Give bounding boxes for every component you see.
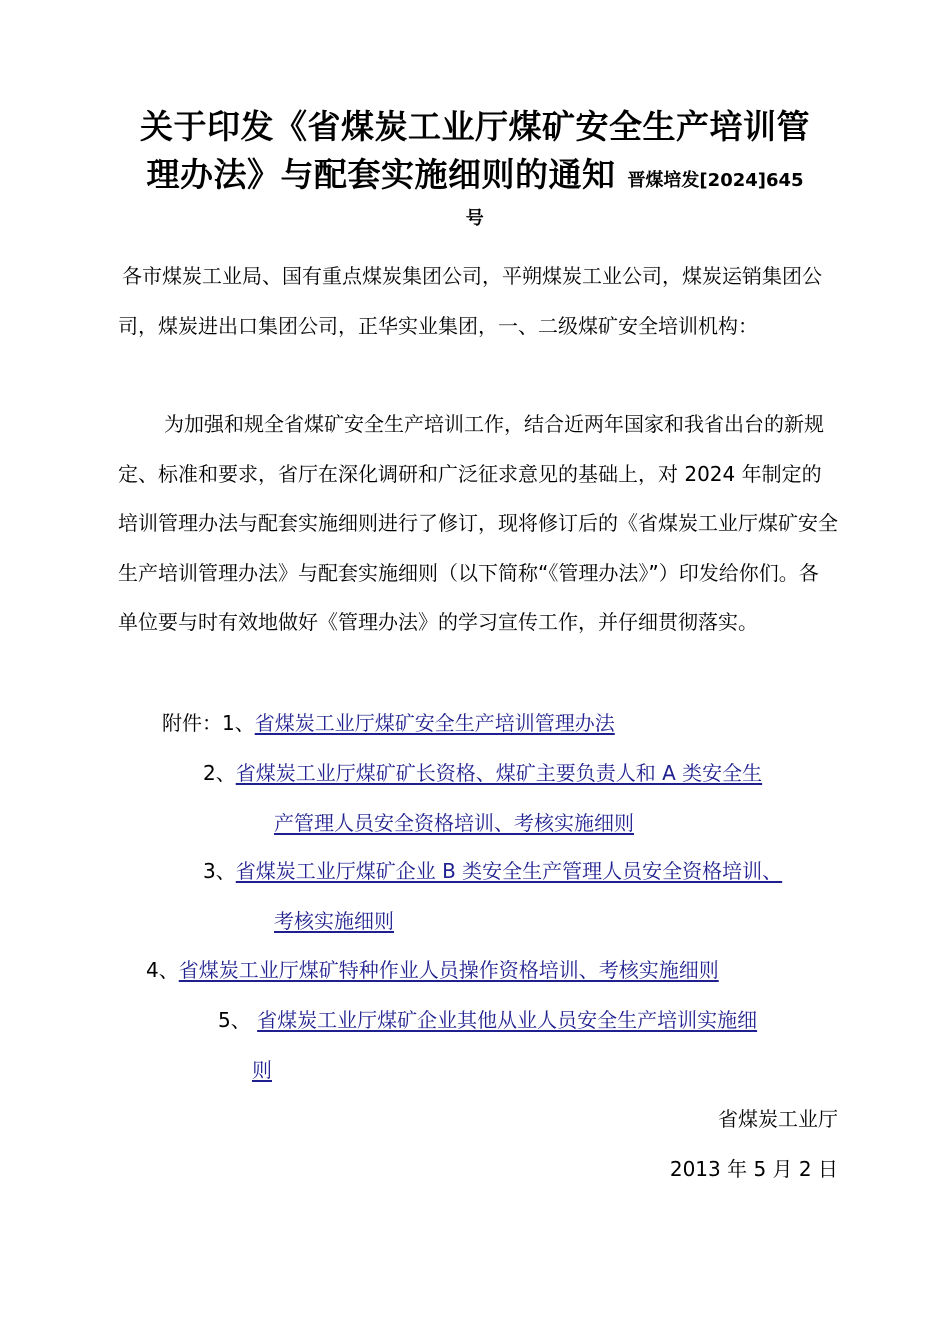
document-number: 晋煤培发[2024]645 — [627, 170, 804, 191]
document-title — [110, 103, 840, 229]
signature: 省煤炭工业厅 — [718, 1107, 838, 1131]
document-date: 2013 年 5 月 2 日 — [669, 1157, 838, 1181]
salutation: 各市煤炭工业局、国有重点煤炭集团公司，平朔煤炭工业公司，煤炭运销集团公司，煤炭进出口集团公司，正华实业集团，一、二级煤矿安全培训机构： — [118, 264, 822, 338]
attachment-link-5-cont[interactable]: 则 — [252, 1057, 272, 1082]
attachment-number: 1、 — [222, 711, 255, 735]
attachment-link-3[interactable]: 省煤炭工业厅煤矿企业 B 类安全生产管理人员安全资格培训、 — [235, 859, 783, 883]
attachment-link-2-cont[interactable]: 产管理人员安全资格培训、考核实施细则 — [274, 810, 634, 835]
attachment-item-5 — [218, 996, 828, 1095]
attachment-link-2[interactable]: 省煤炭工业厅煤矿矿长资格、煤矿主要负责人和 A 类安全生 — [235, 761, 763, 785]
attachment-link-5[interactable]: 省煤炭工业厅煤矿企业其他从业人员安全生产培训实施细 — [257, 1008, 758, 1032]
attachment-item-4 — [146, 946, 846, 996]
attachment-number: 5、 — [218, 1008, 251, 1032]
attachment-item-2 — [203, 749, 833, 848]
attachments-label: 附件： — [162, 711, 222, 735]
attachment-item-3 — [203, 847, 853, 946]
attachment-number: 4、 — [146, 958, 179, 982]
title-line-1: 关于印发《省煤炭工业厅煤矿安全生产培训管 — [140, 107, 810, 146]
attachment-number: 2、 — [203, 761, 236, 785]
body-paragraph: 为加强和规全省煤矿安全生产培训工作，结合近两年国家和我省出台的新规定、标准和要求，省厅在深化调研和广泛征求意见的基础上，对 2024 年制定的培训管理办法与配套实施细则进行了修订，现将修订后的《省煤炭工业厅煤矿安全生产培训管理办法》与配套实施细则（以下简称“《管理办法》”）印发给你们。各单位要与时有效地做好《管理办法》的学习宣传工作，并仔细贯彻落实。 — [118, 412, 838, 634]
attachment-link-1[interactable]: 省煤炭工业厅煤矿安全生产培训管理办法 — [254, 711, 615, 735]
attachment-number: 3、 — [203, 859, 236, 883]
title-line-2: 理办法》与配套实施细则的通知 — [146, 155, 616, 194]
attachment-link-3-cont[interactable]: 考核实施细则 — [274, 908, 394, 933]
attachment-item-1 — [162, 699, 842, 749]
document-number-tail: 号 — [465, 208, 485, 229]
attachment-link-4[interactable]: 省煤炭工业厅煤矿特种作业人员操作资格培训、考核实施细则 — [178, 958, 719, 982]
